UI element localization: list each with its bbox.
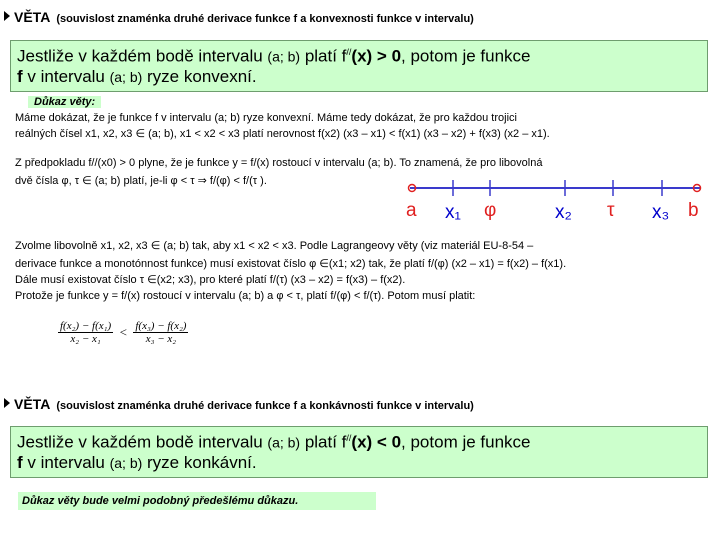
theorem1-statement-line2 <box>17 67 701 87</box>
rhs-fraction <box>133 320 188 345</box>
theorem1-subtitle: (souvislost znaménka druhé derivace funkce f a konvexnosti funkce v intervalu) <box>56 13 474 25</box>
statement-interval: (a; b) <box>109 454 143 471</box>
label-x2: x₂ <box>555 202 572 222</box>
label-b: b <box>688 200 699 221</box>
proof-label: Důkaz věty: <box>28 96 101 108</box>
bullet-triangle-icon <box>4 11 10 21</box>
label-x3: x₃ <box>652 202 670 222</box>
statement-text: v intervalu <box>22 452 110 472</box>
statement-text: Jestliže v každém bodě intervalu <box>17 46 268 66</box>
label-x1: x₁ <box>445 202 461 222</box>
proof-line-4: dvě čísla φ, τ ∈ (a; b) platí, je-li φ < τ ⇒ f/(φ) < f/(τ ). <box>15 175 267 187</box>
theorem2-statement-box <box>10 426 708 478</box>
statement-f: f <box>17 66 23 86</box>
theorem1-statement-box <box>10 40 708 92</box>
theorem2-subtitle: (souvislost znaménka druhé derivace funkce f a konkávnosti funkce v intervalu) <box>56 400 474 412</box>
statement-interval: (a; b) <box>267 48 301 65</box>
theorem2-label: VĚTA <box>14 396 51 412</box>
theorem1-header <box>4 9 474 25</box>
statement-text: , potom je funkce <box>401 46 531 66</box>
statement-sup: // <box>346 433 352 443</box>
label-tau: τ <box>607 200 615 221</box>
lhs-denominator: x₂ − x₁ <box>70 333 101 345</box>
statement-interval: (a; b) <box>267 434 301 451</box>
proof-line-3: Z předpokladu f//(x0) > 0 plyne, že je funkce y = f/(x) rostoucí v intervalu (a; b). To znamená, že pro libovolná <box>15 157 543 169</box>
rhs-denominator: x₃ − x₂ <box>145 333 177 345</box>
lhs-fraction <box>58 320 113 345</box>
theorem1-label: VĚTA <box>14 9 51 25</box>
statement-condition: (x) > 0 <box>351 46 402 66</box>
number-line-diagram <box>400 176 710 222</box>
label-phi: φ <box>484 200 497 221</box>
statement-text: ryze konvexní. <box>142 66 257 86</box>
statement-condition: (x) < 0 <box>351 432 402 452</box>
label-a: a <box>406 200 417 221</box>
rhs-numerator: f(x₃) − f(x₂) <box>135 320 187 332</box>
statement-sup: // <box>346 47 352 57</box>
proof-line-7: Dále musí existovat číslo τ ∈(x2; x3), pro které platí f/(τ) (x3 – x2) = f(x3) – f(x2). <box>15 274 406 286</box>
statement-text: Jestliže v každém bodě intervalu <box>17 432 268 452</box>
theorem2-statement-line1 <box>17 428 701 453</box>
bullet-triangle-icon <box>4 398 10 408</box>
proof-line-5: Zvolme libovolně x1, x2, x3 ∈ (a; b) tak, aby x1 < x2 < x3. Podle Lagrangeovy věty (viz materiál EU-8-54 – <box>15 240 534 252</box>
theorem2-statement-line2 <box>17 453 701 473</box>
inequality-sign: < <box>119 324 127 340</box>
lhs-numerator: f(x₂) − f(x₁) <box>60 320 112 332</box>
inequality-formula <box>56 320 190 345</box>
theorem1-statement-line1 <box>17 42 701 67</box>
proof-line-1: Máme dokázat, že je funkce f v intervalu (a; b) ryze konvexní. Máme tedy dokázat, že pro každou trojici <box>15 112 517 124</box>
proof-line-2: reálných čísel x1, x2, x3 ∈ (a; b), x1 < x2 < x3 platí nerovnost f(x2) (x3 – x1) < f(x1) (x3 – x2) + f(x3) (x2 – x1). <box>15 128 550 140</box>
statement-text: , potom je funkce <box>401 432 531 452</box>
statement-interval: (a; b) <box>109 68 143 85</box>
theorem2-header <box>4 396 474 412</box>
closing-note: Důkaz věty bude velmi podobný předešlému důkazu. <box>18 492 376 510</box>
statement-text: platí f <box>300 46 347 66</box>
statement-text: platí f <box>300 432 347 452</box>
proof-line-8: Protože je funkce y = f/(x) rostoucí v intervalu (a; b) a φ < τ, platí f/(φ) < f/(τ). Potom musí platit: <box>15 290 476 302</box>
statement-f: f <box>17 452 23 472</box>
proof-line-6: derivace funkce a monotónnost funkce) musí existovat číslo φ ∈(x1; x2) tak, že platí f/(φ) (x2 – x1) = f(x2) – f(x1). <box>15 258 567 270</box>
statement-text: v intervalu <box>22 66 110 86</box>
statement-text: ryze konkávní. <box>142 452 257 472</box>
